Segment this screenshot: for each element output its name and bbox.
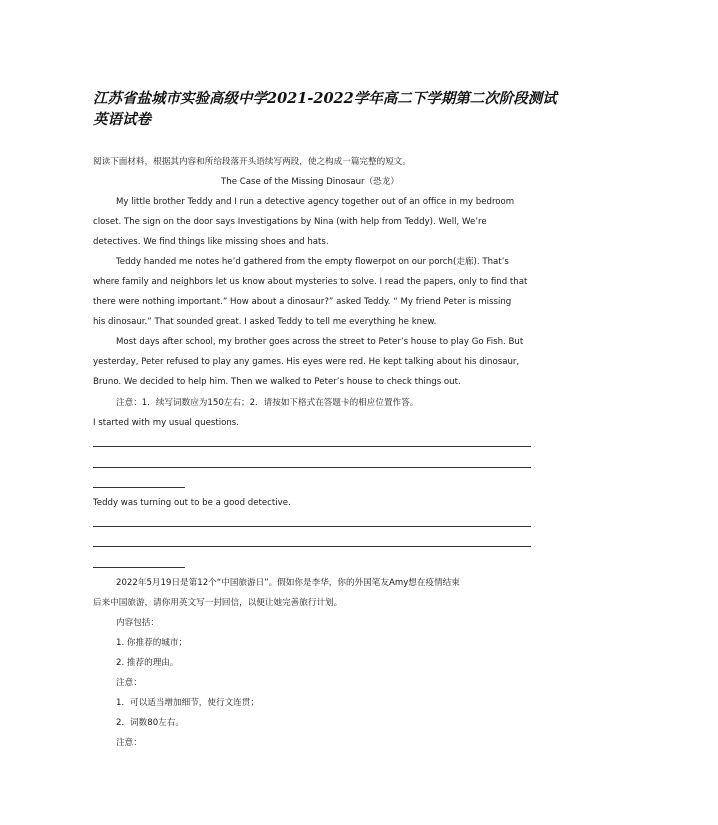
story-line: yesterday, Peter refused to play any games. His eyes were red. He kept talking about his dinosaur, [93, 357, 520, 367]
note-item: 1．可以适当增加细节，使行文连贯； [116, 698, 259, 708]
exam-title: 江苏省盐城市实验高级中学2021-2022学年高二下学期第二次阶段测试英语试卷 [93, 90, 557, 128]
answer-line [93, 546, 531, 547]
answer-line [93, 467, 531, 468]
writing-note: 注意：1．续写词数应为150左右；2．请按如下格式在答题卡的相应位置作答。 [116, 398, 419, 408]
content-item: 1. 你推荐的城市； [116, 638, 188, 648]
story-line: detectives. We find things like missing shoes and hats. [93, 237, 329, 247]
story-line: Most days after school, my brother goes across the street to Peter’s house to play Go Fish. But [116, 337, 524, 347]
paragraph2-start: Teddy was turning out to be a good detective. [93, 498, 291, 508]
task2-prompt: 2022年5月19日是第12个“中国旅游日”。假如你是李华，你的外国笔友Amy想在疫情结束 [116, 578, 460, 588]
content-item: 2. 推荐的理由。 [116, 658, 179, 668]
note-item: 2．词数80左右。 [116, 718, 184, 728]
story-line: closet. The sign on the door says Investigations by Nina (with help from Teddy). Well, We’re [93, 217, 487, 227]
story-line: My little brother Teddy and I run a detective agency together out of an office in my bedroom [116, 197, 515, 207]
story-line: where family and neighbors let us know about mysteries to solve. I read the papers, only to find that [93, 277, 528, 287]
note-label: 注意： [116, 738, 142, 748]
note-label: 注意： [116, 678, 142, 688]
instruction-text: 阅读下面材料，根据其内容和所给段落开头语续写两段，使之构成一篇完整的短文。 [93, 157, 411, 167]
paragraph1-start: I started with my usual questions. [93, 418, 240, 428]
answer-line [93, 567, 185, 568]
story-line: Teddy handed me notes he’d gathered from the empty flowerpot on our porch(走廊). That’s [116, 257, 509, 267]
story-line: there were nothing important.” How about a dinosaur?” asked Teddy. “ My friend Peter is missing [93, 297, 512, 307]
story-line: Bruno. We decided to help him. Then we walked to Peter’s house to check things out. [93, 377, 461, 387]
content-label: 内容包括： [116, 618, 159, 628]
story-line: his dinosaur.” That sounded great. I asked Teddy to tell me everything he knew. [93, 317, 437, 327]
answer-line [93, 446, 531, 447]
answer-line [93, 526, 531, 527]
answer-line [93, 487, 185, 488]
task2-prompt: 后来中国旅游，请你用英文写一封回信，以便让她完善旅行计划。 [93, 598, 343, 608]
story-title: The Case of the Missing Dinosaur（恐龙） [221, 177, 399, 187]
